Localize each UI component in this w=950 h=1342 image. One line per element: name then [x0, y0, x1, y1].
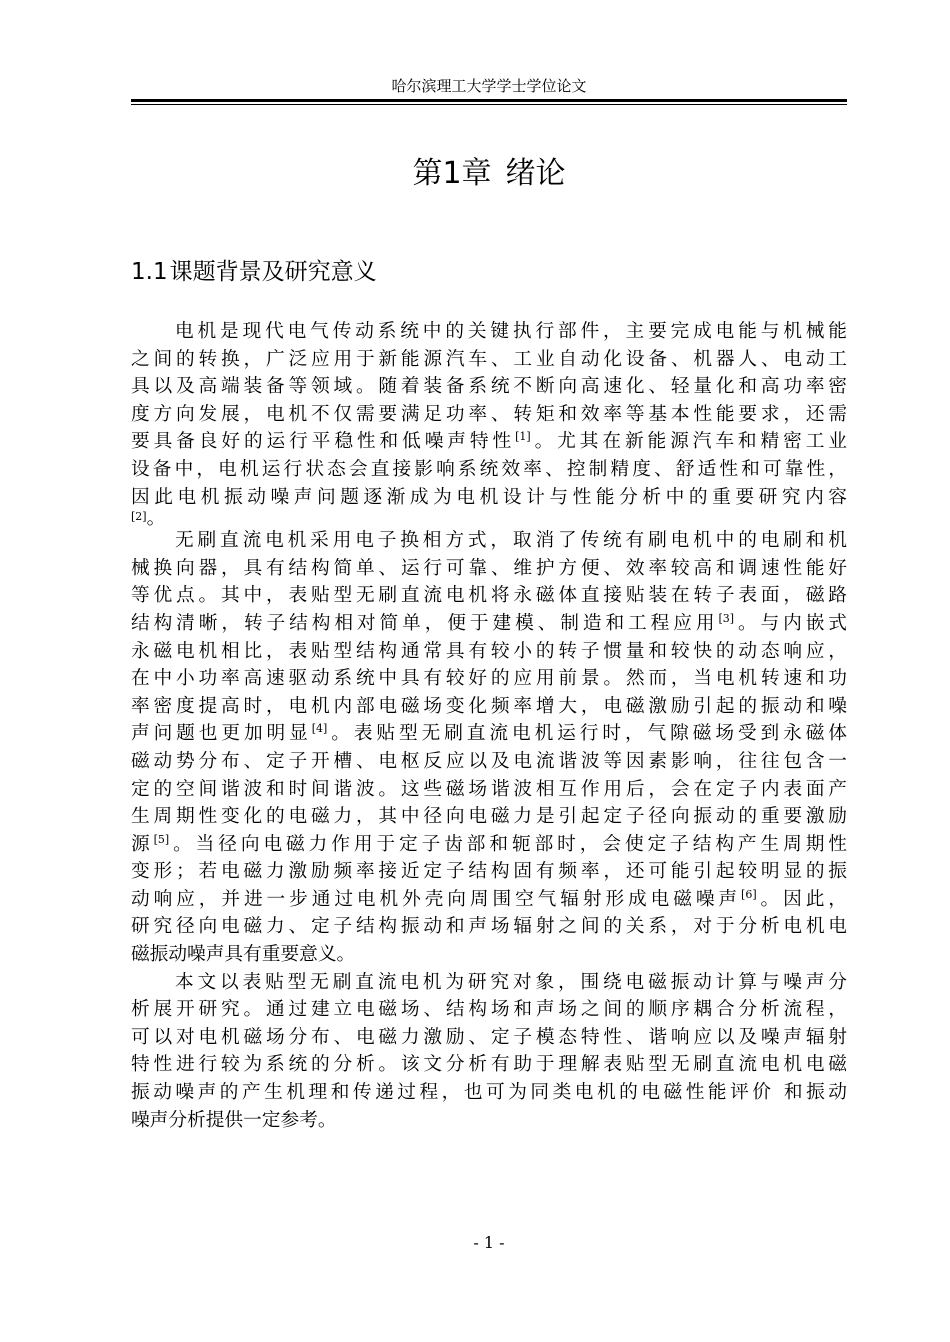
text-line — [131, 555, 847, 583]
text-run: 生周期性变化的电磁力，其中径向电磁力是引起定子径向振动的重要激励 — [131, 806, 847, 828]
text-line — [131, 318, 847, 346]
citation-marker: [3] — [718, 611, 735, 625]
text-line — [131, 831, 847, 859]
text-run: 永磁电机相比，表贴型结构通常具有较小的转子惯量和较快的动态响应， — [131, 640, 847, 662]
text-line — [131, 913, 847, 941]
text-line — [131, 638, 847, 666]
text-run: 等优点。其中，表贴型无刷直流电机将永磁体直接贴装在转子表面，磁路 — [131, 585, 847, 607]
paragraph — [131, 527, 847, 969]
text-run: 要具备良好的运行平稳性和低噪声特性 — [131, 431, 516, 453]
text-run: 源 — [131, 833, 154, 855]
text-run: 声问题也更加明显 — [131, 723, 312, 745]
text-run: 度方向发展，电机不仅需要满足功率、转矩和效率等基本性能要求，还需 — [131, 403, 847, 425]
text-run: 噪声分析提供一定参考。 — [131, 1109, 337, 1131]
text-line — [131, 996, 847, 1024]
text-run: 定的空间谐波和时间谐波。这些磁场谐波相互作用后，会在定子内表面产 — [131, 778, 847, 800]
text-line — [131, 346, 847, 374]
text-run: 因此电机振动噪声问题逐渐成为电机设计与性能分析中的重要研究内容 — [131, 486, 847, 508]
running-header: 哈尔滨理工大学学士学位论文 — [391, 77, 587, 95]
text-run: 。 — [146, 508, 166, 530]
text-line — [131, 858, 847, 886]
text-run: 之间的转换，广泛应用于新能源汽车、工业自动化设备、机器人、电动工 — [131, 348, 847, 370]
text-run: 动响应，并进一步通过电机外壳向周围空气辐射形成电磁噪声 — [131, 888, 742, 910]
text-line — [131, 373, 847, 401]
text-line — [131, 776, 847, 804]
header-rule-thin — [131, 104, 847, 105]
chapter-number: 第1章 — [412, 156, 492, 191]
text-run: 磁振动噪声具有重要意义。 — [131, 944, 356, 966]
text-line — [131, 720, 847, 748]
text-run: 析展开研究。通过建立电磁场、结构场和声场之间的顺序耦合分析流程， — [131, 999, 847, 1021]
text-run: 本文以表贴型无刷直流电机为研究对象，围绕电磁振动计算与噪声分 — [175, 971, 847, 993]
citation-marker: [4] — [311, 722, 328, 736]
section-heading — [131, 254, 377, 290]
text-run: 磁动势分布、定子开槽、电枢反应以及电流谐波等因素影响，往往包含一 — [131, 750, 847, 772]
citation-marker: [6] — [741, 887, 757, 901]
text-line — [131, 665, 847, 693]
chapter-title: 绪论 — [505, 156, 566, 191]
text-run: 无刷直流电机采用电子换相方式，取消了传统有刷电机中的电刷和机 — [175, 530, 847, 552]
citation-marker: [5] — [153, 832, 170, 846]
text-run: 研究径向电磁力、定子结构振动和声场辐射之间的关系，对于分析电机电 — [131, 916, 847, 938]
text-run: 。与内嵌式 — [734, 612, 847, 634]
text-run: 械换向器，具有结构简单、运行可靠、维护方便、效率较高和调速性能好 — [131, 557, 847, 579]
text-line — [131, 693, 847, 721]
body-text — [131, 318, 847, 1134]
text-line — [131, 508, 847, 530]
text-line — [131, 941, 847, 969]
text-line — [131, 456, 847, 484]
paragraph — [131, 318, 847, 530]
text-line — [131, 610, 847, 638]
header-rule-thick — [131, 99, 847, 102]
text-run: 振动噪声的产生机理和传递过程，也可为同类电机的电磁性能评价 和振动 — [131, 1082, 847, 1104]
chapter-heading — [131, 152, 847, 196]
text-run: 。当径向电磁力作用于定子齿部和轭部时，会使定子结构产生周期性 — [169, 833, 847, 855]
text-run: 变形；若电磁力激励频率接近定子结构固有频率，还可能引起较明显的振 — [131, 861, 847, 883]
paragraph — [131, 969, 847, 1135]
text-line — [131, 484, 847, 512]
text-run: 设备中，电机运行状态会直接影响系统效率、控制精度、舒适性和可靠性， — [131, 458, 847, 480]
text-run: 可以对电机磁场分布、电磁力激励、定子模态特性、谐响应以及噪声辐射 — [131, 1026, 847, 1048]
citation-marker: [1] — [515, 430, 531, 444]
text-line — [131, 1079, 847, 1107]
text-run: 。尤其在新能源汽车和精密工业 — [530, 431, 847, 453]
text-line — [131, 803, 847, 831]
text-line — [131, 1107, 847, 1135]
page-number: - 1 - — [473, 1233, 505, 1252]
text-run: 特性进行较为系统的分析。该文分析有助于理解表贴型无刷直流电机电磁 — [131, 1054, 847, 1076]
text-line — [131, 1024, 847, 1052]
text-run: 在中小功率高速驱动系统中具有较好的应用前景。然而，当电机转速和功 — [131, 668, 847, 690]
text-run: 具以及高端装备等领域。随着装备系统不断向高速化、轻量化和高功率密 — [131, 376, 847, 398]
text-line — [131, 748, 847, 776]
text-line — [131, 401, 847, 429]
text-run: 率密度提高时，电机内部电磁场变化频率增大，电磁激励引起的振动和噪 — [131, 695, 847, 717]
text-line — [131, 428, 847, 456]
text-line — [131, 527, 847, 555]
citation-marker: [2] — [131, 510, 147, 524]
text-run: 结构清晰，转子结构相对简单，便于建模、制造和工程应用 — [131, 612, 719, 634]
text-line — [131, 582, 847, 610]
text-run: 电机是现代电气传动系统中的关键执行部件，主要完成电能与机械能 — [175, 321, 847, 342]
section-number: 1.1 — [131, 259, 168, 285]
text-line — [131, 886, 847, 914]
text-line — [131, 1051, 847, 1079]
text-line — [131, 969, 847, 997]
section-title: 课题背景及研究意义 — [169, 259, 377, 285]
text-run: 。表贴型无刷直流电机运行时，气隙磁场受到永磁体 — [327, 723, 847, 745]
text-run: 。因此， — [756, 888, 847, 910]
